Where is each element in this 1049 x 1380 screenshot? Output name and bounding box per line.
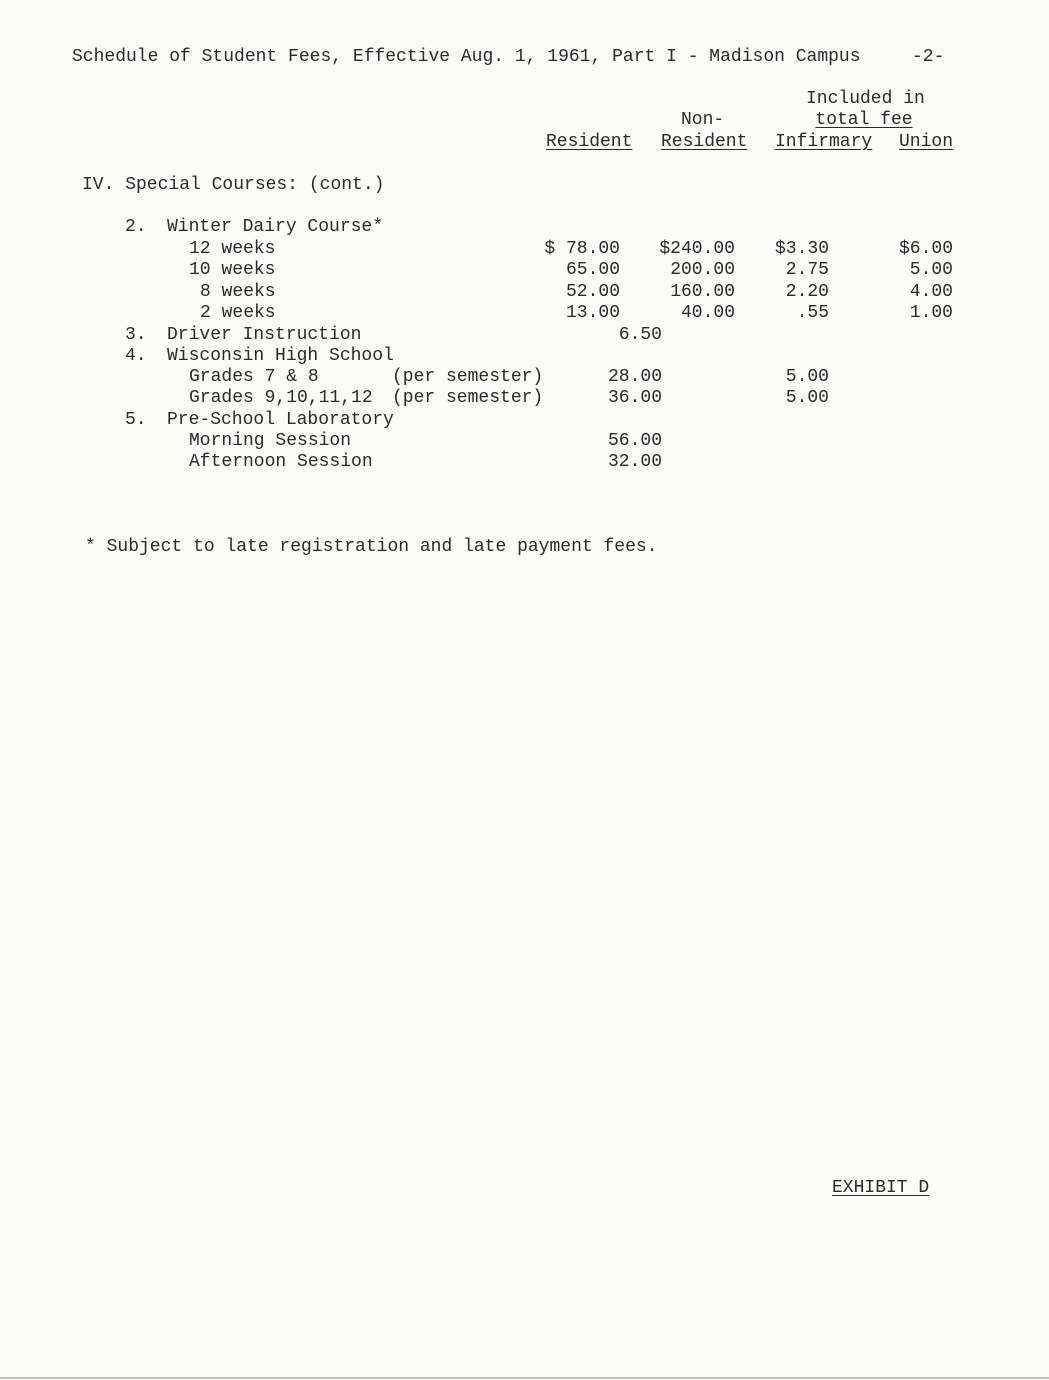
non-resident-column-heading: Resident bbox=[661, 132, 748, 152]
item-number: 4. bbox=[125, 346, 147, 366]
union-fee: 1.00 bbox=[909, 303, 953, 323]
row-label: 12 weeks bbox=[189, 239, 276, 259]
infirmary-fee: 2.20 bbox=[785, 282, 829, 302]
resident-fee: $ 78.00 bbox=[544, 239, 620, 259]
infirmary-fee: .55 bbox=[796, 303, 829, 323]
non-resident-fee: 200.00 bbox=[670, 260, 735, 280]
resident-fee: 52.00 bbox=[565, 282, 620, 302]
section-heading: IV. Special Courses: (cont.) bbox=[82, 175, 385, 195]
fee-value: 56.00 bbox=[607, 431, 662, 451]
item-label: Wisconsin High School bbox=[167, 346, 394, 366]
row-note: (per semester) bbox=[392, 367, 544, 387]
row-label: Grades 7 & 8 bbox=[189, 367, 319, 387]
non-resident-fee: 160.00 bbox=[670, 282, 735, 302]
item-label: Pre-School Laboratory bbox=[167, 410, 394, 430]
resident-fee: 13.00 bbox=[565, 303, 620, 323]
row-note: (per semester) bbox=[392, 388, 544, 408]
resident-fee: 65.00 bbox=[565, 260, 620, 280]
row-label: Grades 9,10,11,12 bbox=[189, 388, 373, 408]
page-number: -2- bbox=[912, 47, 945, 67]
row-label: 2 weeks bbox=[200, 303, 276, 323]
total-fee-heading: total fee bbox=[815, 110, 913, 130]
infirmary-fee: 2.75 bbox=[785, 260, 829, 280]
non-resident-fee: 40.00 bbox=[680, 303, 735, 323]
row-label: Morning Session bbox=[189, 431, 352, 451]
page-edge-line bbox=[0, 1377, 1049, 1379]
non-heading: Non- bbox=[681, 110, 725, 130]
row-label: 10 weeks bbox=[189, 260, 276, 280]
item-number: 5. bbox=[125, 410, 147, 430]
item-number: 2. bbox=[125, 217, 147, 237]
infirmary-column-heading: Infirmary bbox=[775, 132, 873, 152]
infirmary-fee: $3.30 bbox=[774, 239, 829, 259]
fee-value: 32.00 bbox=[607, 452, 662, 472]
union-fee: $6.00 bbox=[898, 239, 953, 259]
union-column-heading: Union bbox=[899, 132, 954, 152]
infirmary-fee: 5.00 bbox=[785, 388, 829, 408]
included-in-heading: Included in bbox=[806, 89, 925, 109]
row-label: Afternoon Session bbox=[189, 452, 373, 472]
item-number: 3. bbox=[125, 325, 147, 345]
union-fee: 4.00 bbox=[909, 282, 953, 302]
page-title: Schedule of Student Fees, Effective Aug. 1, 1961, Part I - Madison Campus bbox=[72, 47, 861, 67]
fee-value: 6.50 bbox=[618, 325, 662, 345]
row-label: 8 weeks bbox=[200, 282, 276, 302]
infirmary-fee: 5.00 bbox=[785, 367, 829, 387]
fee-value: 36.00 bbox=[607, 388, 662, 408]
fee-value: 28.00 bbox=[607, 367, 662, 387]
item-label: Winter Dairy Course* bbox=[167, 217, 384, 237]
union-fee: 5.00 bbox=[909, 260, 953, 280]
item-label: Driver Instruction bbox=[167, 325, 362, 345]
footnote: * Subject to late registration and late payment fees. bbox=[85, 537, 658, 557]
exhibit-label: EXHIBIT D bbox=[832, 1178, 930, 1198]
non-resident-fee: $240.00 bbox=[659, 239, 735, 259]
resident-column-heading: Resident bbox=[546, 132, 633, 152]
